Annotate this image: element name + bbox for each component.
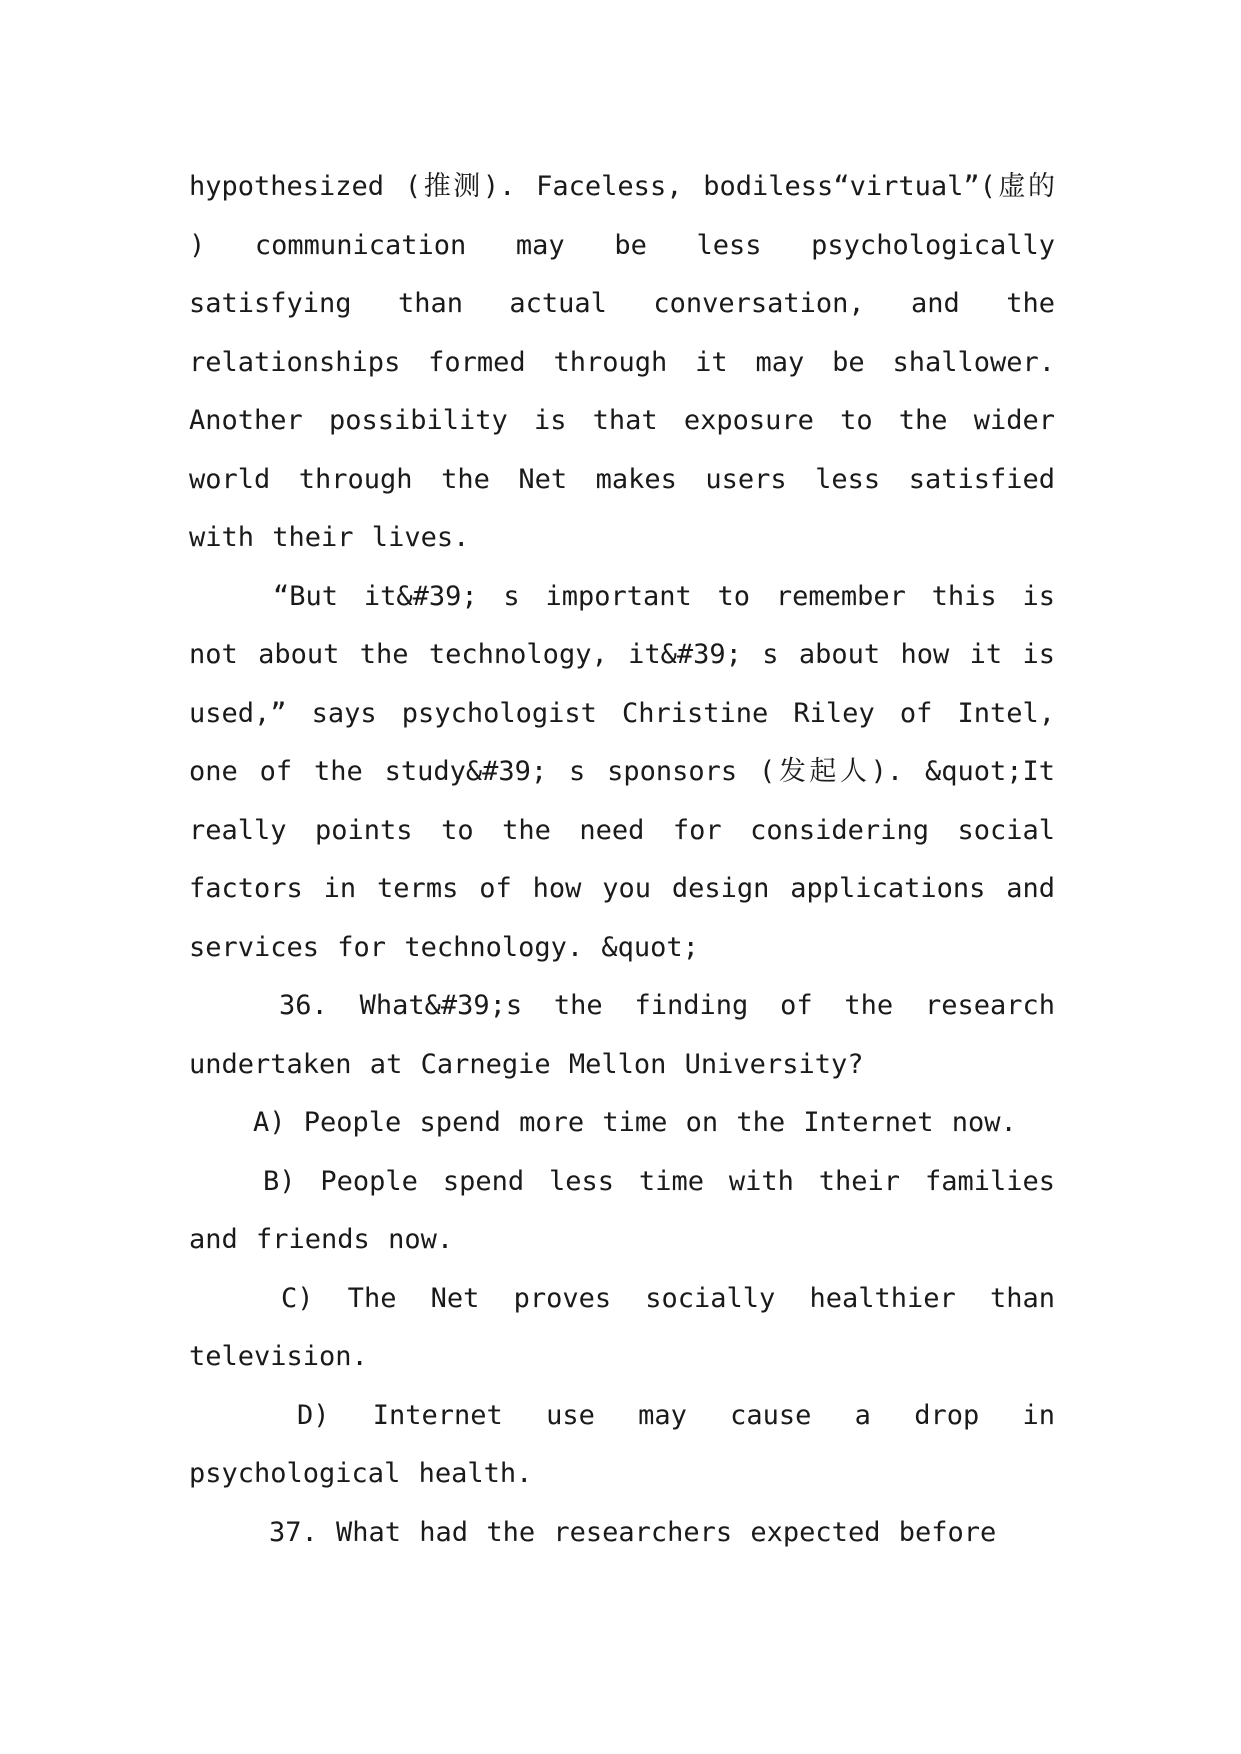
question-36-option-d: D) Internet use may cause a drop in psychological health.: [189, 1399, 1055, 1489]
question-36: 36. What&#39;s the finding of the research undertaken at Carnegie Mellon University?: [189, 990, 1055, 1080]
question-36-option-a: A) People spend more time on the Internet now.: [253, 1107, 1017, 1138]
question-36-option-c: C) The Net proves socially healthier than television.: [189, 1282, 1055, 1372]
document-body: [189, 158, 1055, 1562]
question-37: 37. What had the researchers expected before: [269, 1516, 997, 1548]
paragraph-continuation: hypothesized (推测). Faceless, bodiless“virtual”(虚的 ) communication may be less psychologically satisfying than actual conversation, and the relationships formed through it may be shallower. Another possibility is that exposure to the wider world through the Net makes users less satisfied with their lives.: [189, 171, 1055, 553]
question-36-option-b: B) People spend less time with their families and friends now.: [189, 1165, 1055, 1255]
paragraph-quote: “But it&#39; s important to remember this is not about the technology, it&#39; s about how it is used,” says psychologist Christine Riley of Intel, one of the study&#39; s sponsors (发起人). &quot;It really points to the need for considering social factors in terms of how you design applications and services for technology. &quot;: [189, 580, 1055, 963]
